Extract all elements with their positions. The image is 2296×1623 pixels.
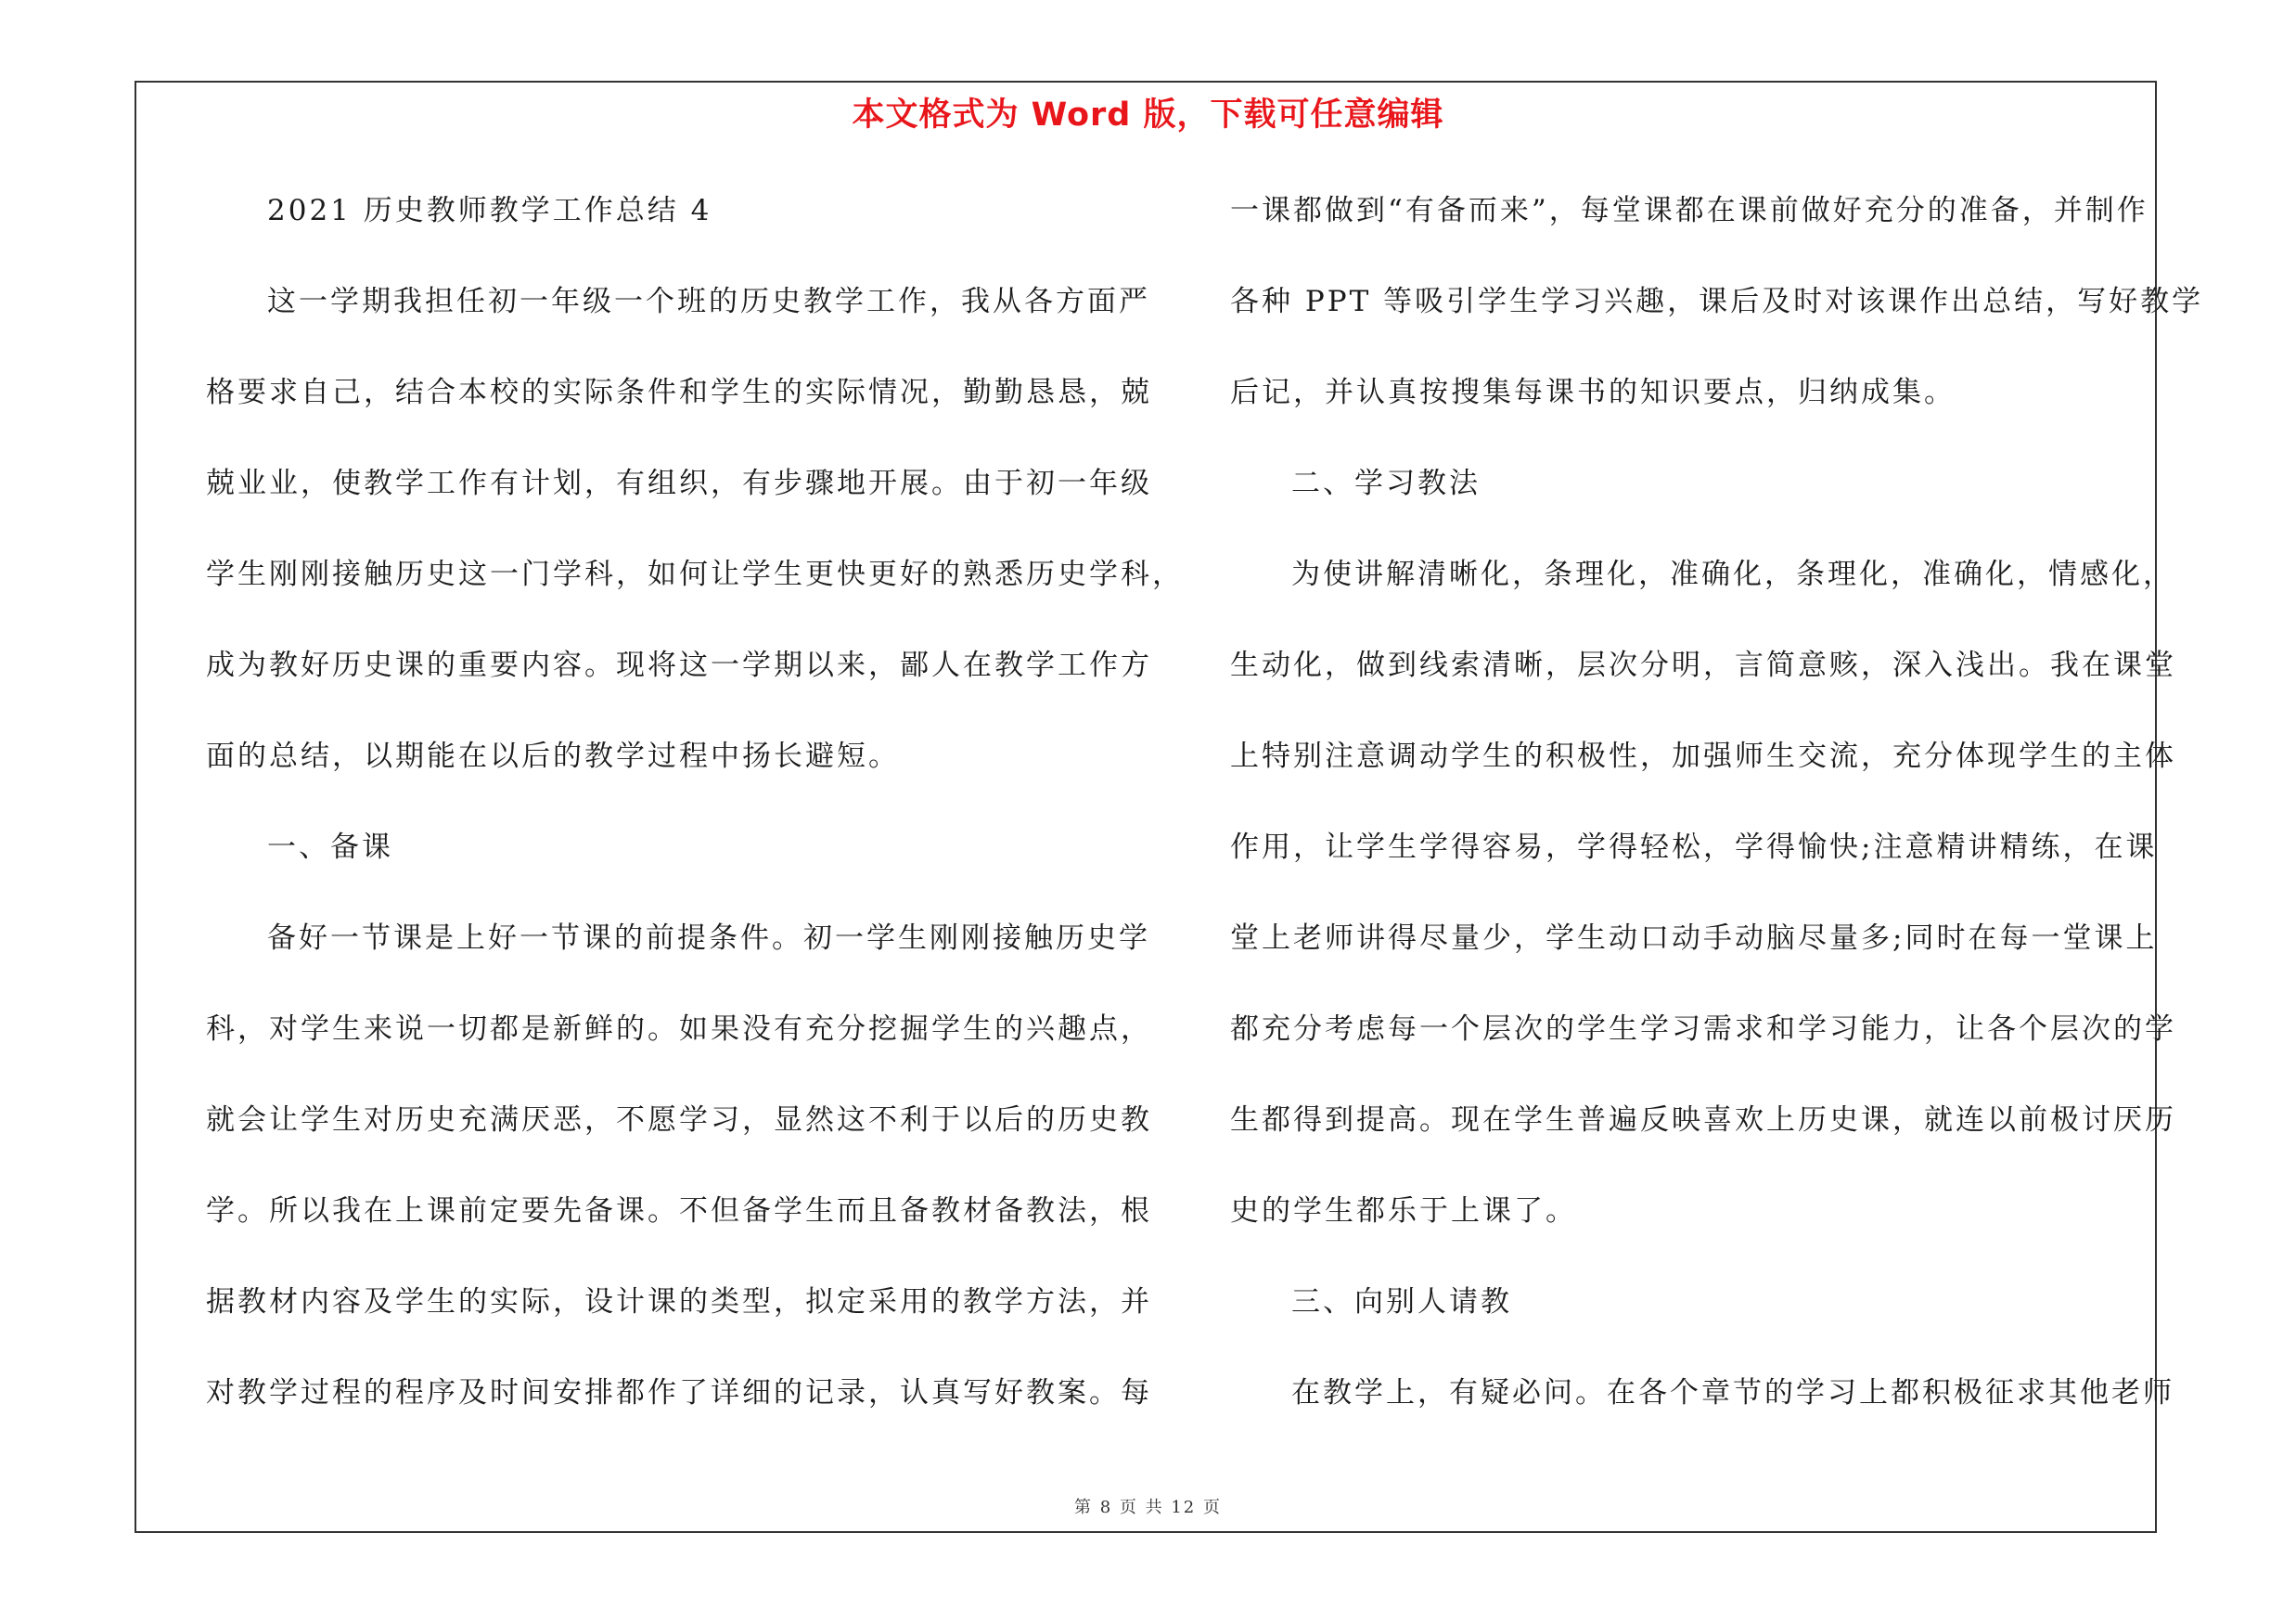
text-line: 二、学习教法 [1291, 467, 1481, 500]
text-line: 一、备课 [267, 831, 393, 864]
text-line: 各种 PPT 等吸引学生学习兴趣，课后及时对该课作出总结，写好教学 [1230, 285, 2204, 318]
text-line: 生动化，做到线索清晰，层次分明，言简意赅，深入浅出。我在课堂 [1230, 649, 2176, 682]
left-column [206, 186, 1184, 1459]
text-line: 2021 历史教师教学工作总结 4 [267, 194, 712, 227]
text-line: 学生刚刚接触历史这一门学科，如何让学生更快更好的熟悉历史学科， [206, 558, 1184, 591]
text-line: 一课都做到“有备而来”，每堂课都在课前做好充分的准备，并制作 [1230, 194, 2148, 227]
text-line: 为使讲解清晰化，条理化，准确化，条理化，准确化，情感化， [1291, 558, 2174, 591]
text-line: 上特别注意调动学生的积极性，加强师生交流，充分体现学生的主体 [1230, 740, 2176, 773]
text-line: 兢业业，使教学工作有计划，有组织，有步骤地开展。由于初一年级 [206, 467, 1152, 500]
text-line: 备好一节课是上好一节课的前提条件。初一学生刚刚接触历史学 [267, 921, 1150, 955]
page-footer: 第 8 页 共 12 页 [1074, 1498, 1222, 1517]
text-line: 对教学过程的程序及时间安排都作了详细的记录，认真写好教案。每 [206, 1376, 1152, 1410]
text-line: 格要求自己，结合本校的实际条件和学生的实际情况，勤勤恳恳，兢 [206, 376, 1152, 409]
text-line: 成为教好历史课的重要内容。现将这一学期以来，鄙人在教学工作方 [206, 649, 1152, 682]
text-line: 作用，让学生学得容易，学得轻松，学得愉快;注意精讲精练，在课 [1230, 831, 2158, 864]
text-line: 生都得到提高。现在学生普遍反映喜欢上历史课，就连以前极讨厌历 [1230, 1103, 2176, 1137]
right-column [1230, 186, 2204, 1459]
header-banner: 本文格式为 Word 版，下载可任意编辑 [852, 97, 1444, 134]
text-line: 都充分考虑每一个层次的学生学习需求和学习能力，让各个层次的学 [1230, 1012, 2176, 1046]
text-line: 三、向别人请教 [1291, 1285, 1512, 1319]
text-line: 堂上老师讲得尽量少，学生动口动手动脑尽量多;同时在每一堂课上 [1230, 921, 2158, 955]
text-line: 学。所以我在上课前定要先备课。不但备学生而且备教材备教法，根 [206, 1194, 1152, 1228]
text-line: 据教材内容及学生的实际，设计课的类型，拟定采用的教学方法，并 [206, 1285, 1152, 1319]
text-line: 就会让学生对历史充满厌恶，不愿学习，显然这不利于以后的历史教 [206, 1103, 1152, 1137]
text-line: 科，对学生来说一切都是新鲜的。如果没有充分挖掘学生的兴趣点， [206, 1012, 1152, 1046]
text-line: 史的学生都乐于上课了。 [1230, 1194, 1577, 1228]
text-line: 后记，并认真按搜集每课书的知识要点，归纳成集。 [1230, 376, 1956, 409]
text-line: 这一学期我担任初一年级一个班的历史教学工作，我从各方面严 [267, 285, 1150, 318]
text-line: 面的总结，以期能在以后的教学过程中扬长避短。 [206, 740, 900, 773]
text-line: 在教学上，有疑必问。在各个章节的学习上都积极征求其他老师 [1291, 1376, 2174, 1410]
